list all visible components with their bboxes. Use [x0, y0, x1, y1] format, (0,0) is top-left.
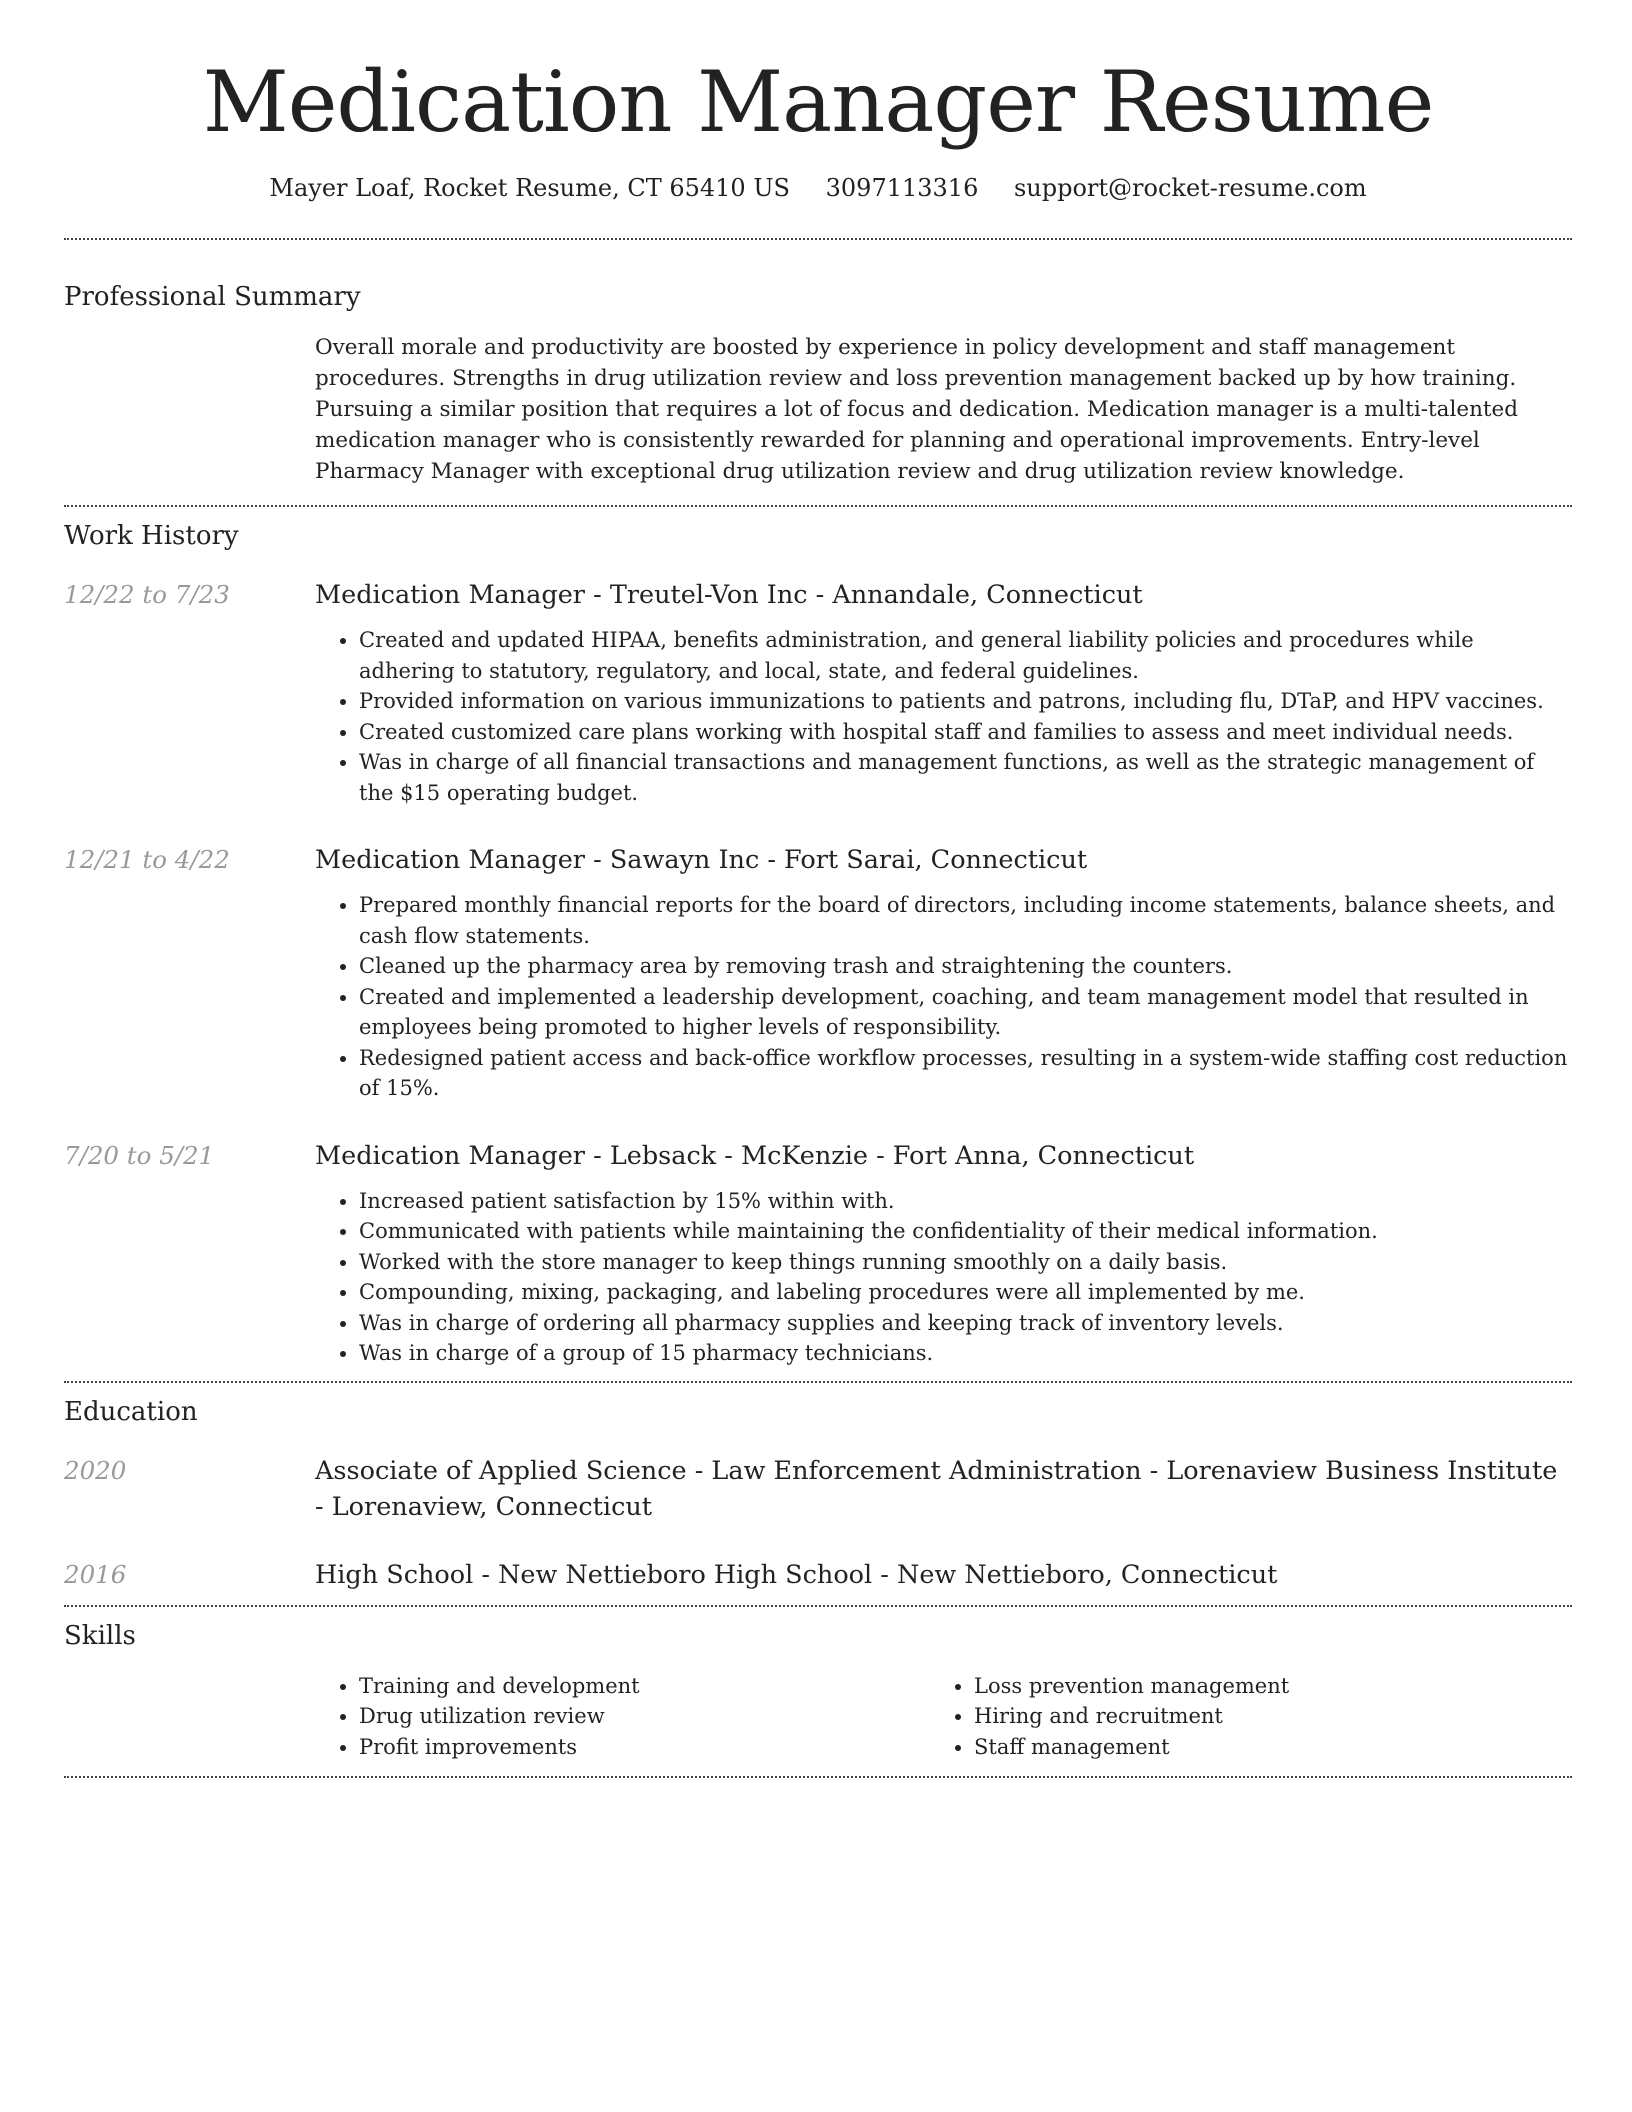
divider	[64, 505, 1572, 507]
contact-phone: 3097113316	[825, 174, 979, 202]
work-entry	[64, 842, 1572, 1104]
skills-column-right	[930, 1671, 1545, 1763]
section-heading-summary: Professional Summary	[64, 282, 361, 312]
divider	[64, 1776, 1572, 1778]
work-bullet: • Worked with the store manager to keep things running smoothly on a daily basis.	[359, 1247, 1572, 1278]
work-bullet: • Created and implemented a leadership development, coaching, and team management model that resulted in employees being promoted to higher levels of responsibility.	[359, 982, 1572, 1043]
section-heading-work-history: Work History	[64, 521, 239, 551]
contact-line	[64, 172, 1572, 204]
section-heading-skills: Skills	[64, 1620, 136, 1651]
skill-item: • Profit improvements	[359, 1732, 930, 1763]
divider	[64, 1381, 1572, 1383]
skill-item: • Loss prevention management	[974, 1671, 1545, 1702]
education-year: 2016	[64, 1559, 127, 1589]
resume-page	[64, 0, 1572, 1778]
summary-text: Overall morale and productivity are boosted by experience in policy development and staff management procedures. Strengths in drug utilization review and loss prevention management backed up by how training. Pursuing a similar position that requires a lot of focus and dedication. Medication manager is a multi-talented medication manager who is consistently rewarded for planning and operational improvements. Entry-level Pharmacy Manager with exceptional drug utilization review and drug utilization review knowledge.	[315, 335, 1519, 484]
work-bullet: • Provided information on various immunizations to patients and patrons, including flu, DTaP, and HPV vaccines.	[359, 686, 1572, 717]
work-bullets	[315, 890, 1572, 1104]
work-bullet: • Was in charge of all financial transactions and management functions, as well as the strategic management of the $15 operating budget.	[359, 747, 1572, 808]
work-bullet: • Created customized care plans working with hospital staff and families to assess and meet individual needs.	[359, 717, 1572, 748]
skill-item: • Hiring and recruitment	[974, 1701, 1545, 1732]
work-bullet: • Was in charge of ordering all pharmacy supplies and keeping track of inventory levels.	[359, 1308, 1572, 1339]
work-entry	[64, 577, 1572, 808]
skill-item: • Training and development	[359, 1671, 930, 1702]
education-text: Associate of Applied Science - Law Enforcement Administration - Lorenaview Business Institute - Lorenaview, Connecticut	[315, 1455, 1558, 1522]
education-entry	[64, 1557, 1572, 1593]
work-bullets	[315, 1186, 1572, 1369]
work-bullet: • Prepared monthly financial reports for the board of directors, including income statements, balance sheets, and cash flow statements.	[359, 890, 1572, 951]
skills-list	[315, 1671, 1572, 1763]
skill-item: • Drug utilization review	[359, 1701, 930, 1732]
work-title: Medication Manager - Treutel-Von Inc - Annandale, Connecticut	[315, 580, 1143, 610]
work-bullet: • Was in charge of a group of 15 pharmacy technicians.	[359, 1338, 1572, 1369]
education-entry	[64, 1453, 1572, 1525]
work-dates: 12/22 to 7/23	[64, 580, 230, 609]
divider	[64, 1605, 1572, 1607]
work-bullet: • Created and updated HIPAA, benefits administration, and general liability policies and procedures while adhering to statutory, regulatory, and local, state, and federal guidelines.	[359, 625, 1572, 686]
work-bullet: • Increased patient satisfaction by 15% within with.	[359, 1186, 1572, 1217]
work-dates: 7/20 to 5/21	[64, 1140, 215, 1170]
page-title: Medication Manager Resume	[202, 53, 1434, 151]
work-bullets	[315, 625, 1572, 808]
work-title: Medication Manager - Lebsack - McKenzie - Fort Anna, Connecticut	[315, 1140, 1195, 1171]
section-heading-education: Education	[64, 1396, 198, 1427]
work-bullet: • Redesigned patient access and back-office workflow processes, resulting in a system-wide staffing cost reduction of 15%.	[359, 1043, 1572, 1104]
work-dates: 12/21 to 4/22	[64, 845, 230, 874]
work-title: Medication Manager - Sawayn Inc - Fort Sarai, Connecticut	[315, 845, 1088, 875]
work-bullet: • Communicated with patients while maintaining the confidentiality of their medical information.	[359, 1216, 1572, 1247]
work-bullet: • Compounding, mixing, packaging, and labeling procedures were all implemented by me.	[359, 1277, 1572, 1308]
skills-column-left	[315, 1671, 930, 1763]
education-year: 2020	[64, 1455, 127, 1485]
education-text: High School - New Nettieboro High School - New Nettieboro, Connecticut	[315, 1559, 1278, 1590]
contact-email: support@rocket-resume.com	[1013, 174, 1367, 202]
work-bullet: • Cleaned up the pharmacy area by removing trash and straightening the counters.	[359, 951, 1572, 982]
skill-item: • Staff management	[974, 1732, 1545, 1763]
work-entry	[64, 1138, 1572, 1369]
divider	[64, 238, 1572, 240]
contact-address: Mayer Loaf, Rocket Resume, CT 65410 US	[269, 174, 790, 202]
